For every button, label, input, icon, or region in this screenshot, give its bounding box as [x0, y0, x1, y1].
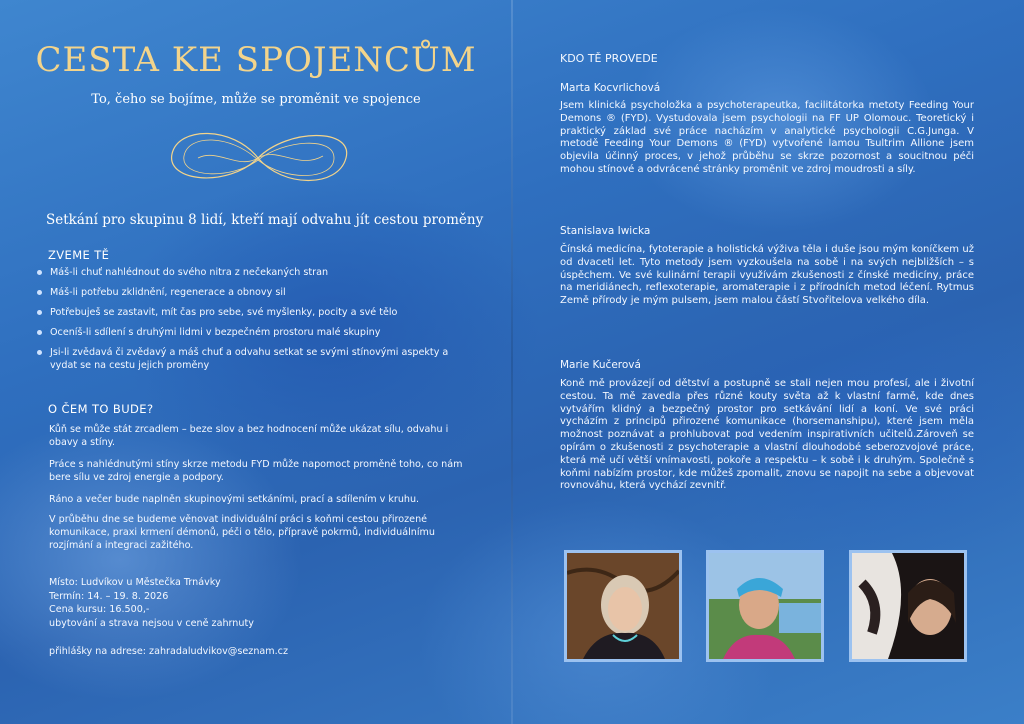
list-item: Jsi-li zvědavá či zvědavý a máš chuť a odvahu setkat se svými stínovými aspekty a vydat se na cestu jejich proměny: [36, 346, 476, 372]
about-heading: O ČEM TO BUDE?: [48, 402, 154, 416]
page-subtitle: To, čeho se bojíme, může se proměnit ve spojence: [91, 92, 421, 107]
about-paragraph: Ráno a večer bude naplněn skupinovými setkáními, prací a sdílením v kruhu.: [49, 494, 420, 505]
list-item: Máš-li potřebu zklidnění, regenerace a obnovy sil: [36, 286, 476, 299]
guide-name: Marie Kučerová: [560, 359, 641, 371]
about-paragraph: Práce s nahlédnutými stíny skrze metodu FYD může napomoct proměně toho, co nám bere sílu ve zdroj energie a podpory.: [49, 459, 463, 484]
lead-text: Setkání pro skupinu 8 lidí, kteří mají odvahu jít cestou proměny: [46, 212, 484, 228]
about-paragraph: Kůň se může stát zrcadlem – beze slov a bez hodnocení může ukázat sílu, odvahu i obavy a stíny.: [49, 424, 449, 449]
guide-bio: Čínská medicína, fytoterapie a holistická výživa těla i duše jsou mým koníčkem už od dvaceti let. Tyto metody jsem vyzkoušela na sobě i na svých nejbližších – s úspěchem. Ve své kulinární terapii využívám zkušenosti z čínské medicíny, práce na meridiánech, reflexoterapie, aromaterapie i z přírodních metod léčení. Rytmus Země přírody je mým pulsem, jsem malou částí Stvořitelova velkého díla.: [560, 244, 974, 307]
price-text: Cena kursu: 16.500,-: [49, 604, 150, 616]
photo-guide-3: [849, 550, 967, 662]
price-note: ubytování a strava nejsou v ceně zahrnuty: [49, 617, 254, 629]
portrait-photo-icon: [852, 553, 964, 659]
place-text: Místo: Ludvíkov u Městečka Trnávky: [49, 577, 221, 588]
invite-heading: ZVEME TĚ: [48, 248, 110, 262]
guides-heading: KDO TĚ PROVEDE: [560, 52, 658, 65]
guide-name: Marta Kocvrlichová: [560, 82, 661, 94]
list-item: Potřebuješ se zastavit, mít čas pro sebe, své myšlenky, pocity a své tělo: [36, 306, 476, 319]
portrait-photo-icon: [567, 553, 679, 659]
list-item: Oceníš-li sdílení s druhými lidmi v bezpečném prostoru malé skupiny: [36, 326, 476, 339]
page-title: CESTA KE SPOJENCŮM: [35, 40, 477, 80]
list-item: Máš-li chuť nahlédnout do svého nitra z nečekaných stran: [36, 266, 476, 279]
term-text: Termín: 14. – 19. 8. 2026: [49, 590, 169, 602]
infinity-ornament-icon: [158, 118, 358, 198]
guide-bio: Jsem klinická psycholožka a psychoterapeutka, facilitátorka metoty Feeding Your Demons ® (FYD). Vystudovala jsem psychologii na FF UP Olomouc. Teoretický i praktický základ své práce nacházím v analytické psychologii C.G.Junga. V metodě Feeding Your Demons ® (FYD) vytvořené lamou Tsultrim Allione jsem objevila účinný proces, v jehož průběhu se skrze pozornost a soucitnou péči mohou stínové a odvrácené stránky proměnit ve zdroj moudrosti a síly.: [560, 100, 974, 175]
invite-list: [36, 266, 476, 379]
right-page: [512, 0, 1024, 724]
guide-bio: Koně mě provázejí od dětství a postupně se stali nejen mou profesí, ale i životní cestou. Ta mě zavedla přes různé kouty světa až k vlastní farmě, kde dnes vytvářím klidný a bezpečný prostor pro setkávání lidí a koní. Ve své práci vycházím z principů přirozené komunikace (horsemanshipu), které jsem měla možnost poznávat a prohlubovat pod vedením inspirativních učitelů.Zároveň se opírám o zkušenosti z psychoterapie a vlastní dlouhodobé seberozvojové práce, která mě učí větší vnímavosti, pokoře a respektu – k sobě i k druhým. Společně s koňmi nabízím prostor, kde můžeš zpomalit, znovu se napojit na sebe a objevovat rovnováhu, která vychází zevnitř.: [560, 378, 974, 492]
portrait-photo-icon: [709, 553, 821, 659]
guide-name: Stanislava Iwicka: [560, 225, 651, 237]
signup-text: přihlášky na adrese: zahradaludvikov@seznam.cz: [49, 646, 288, 657]
event-info: [49, 576, 469, 630]
photo-guide-1: [564, 550, 682, 662]
photo-guide-2: [706, 550, 824, 662]
about-paragraph: V průběhu dne se budeme věnovat individuální práci s koňmi cestou přirozené komunikace, praxi krmení démonů, péči o tělo, přípravě pokrmů, individuálnímu rozjímání a integraci zažitého.: [49, 514, 435, 552]
